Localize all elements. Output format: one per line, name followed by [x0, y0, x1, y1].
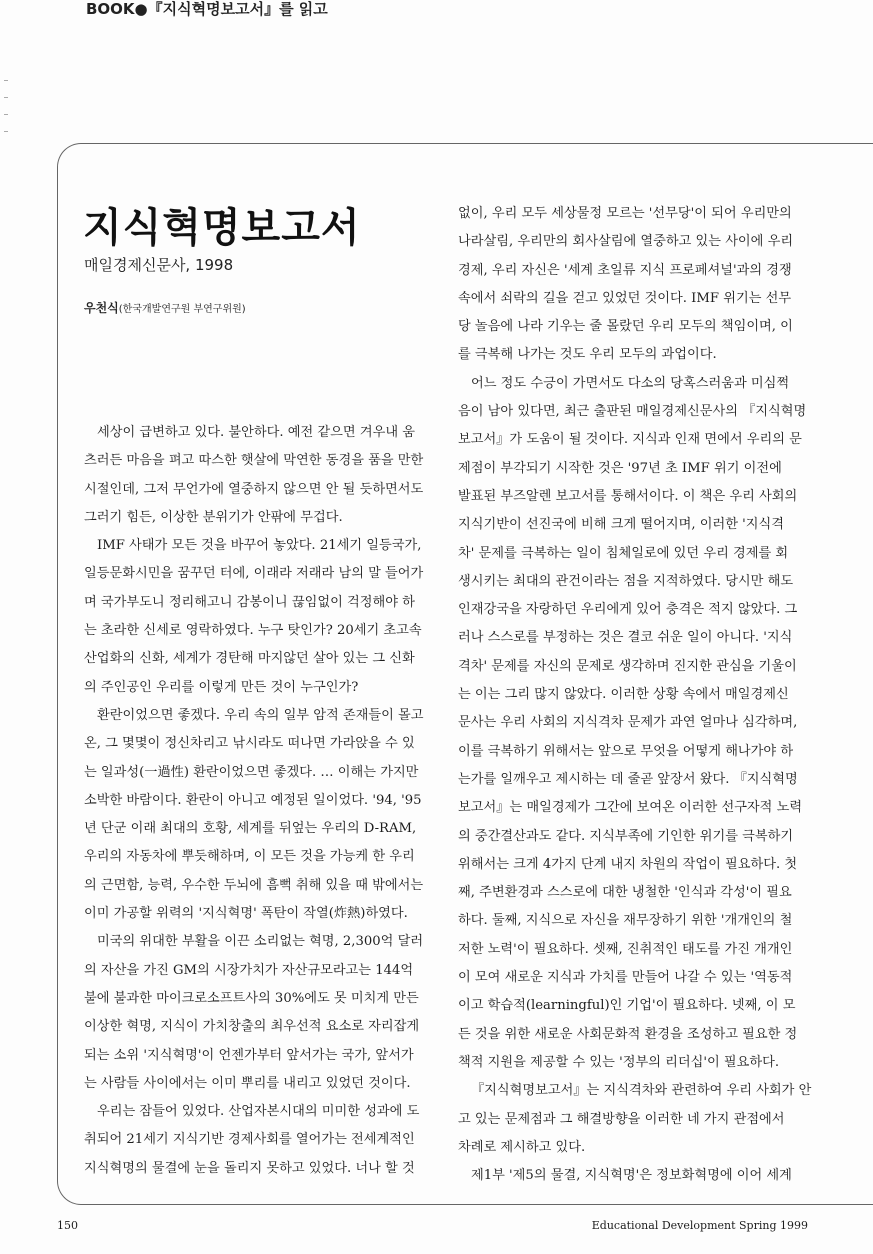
text-line: 불에 불과한 마이크로소프트사의 30%에도 못 미치게 만든 [84, 990, 419, 1006]
text-line: 는 일과성(一過性) 환란이었으면 좋겠다. … 이해는 가지만 [84, 764, 419, 780]
text-line: 취되어 21세기 지식기반 경제사회를 열어가는 전세계적인 [84, 1132, 415, 1148]
author-name: 우천식 [84, 301, 119, 315]
journal-name: Educational Development Spring 1999 [591, 1219, 808, 1232]
text-line: 이고 학습적(learningful)인 기업'이 필요하다. 넷째, 이 모 [458, 998, 796, 1014]
text-line: 지식혁명의 물결에 눈을 돌리지 못하고 있었다. 너나 할 것 [84, 1160, 415, 1176]
text-line: 째, 주변환경과 스스로에 대한 냉철한 '인식과 각성'이 필요 [458, 885, 792, 901]
left-text-column [84, 419, 424, 1183]
text-line: 제1부 '제5의 물결, 지식혁명'은 정보화혁명에 이어 세계 [471, 1168, 792, 1184]
text-line: 위해서는 크게 4가지 단계 내지 차원의 작업이 필요하다. 첫 [458, 856, 798, 872]
text-line: 하다. 둘째, 지식으로 자신을 재무장하기 위한 '개개인의 철 [458, 913, 793, 929]
text-line: 되는 소위 '지식혁명'이 언젠가부터 앞서가는 국가, 앞서가 [84, 1047, 414, 1063]
article-title: 지식혁명보고서 [83, 205, 361, 251]
text-line: 는 초라한 신세로 영락하였다. 누구 탓인가? 20세기 초고속 [84, 623, 422, 639]
text-line: 의 자산을 가진 GM의 시장가치가 자산규모라고는 144억 [84, 962, 414, 978]
text-line: 그러기 힘든, 이상한 분위기가 안팎에 무겁다. [84, 509, 343, 525]
text-line: 이 모여 새로운 지식과 가치를 만들어 나갈 수 있는 '역동적 [458, 970, 793, 986]
text-line: 우리의 자동차에 뿌듯해하며, 이 모든 것을 가능케 한 우리 [84, 849, 415, 865]
text-line: 발표된 부즈알렌 보고서를 통해서이다. 이 책은 우리 사회의 [458, 488, 798, 504]
book-publisher: 매일경제신문사, 1998 [84, 256, 234, 274]
text-line: 일등문화시민을 꿈꾸던 터에, 이래라 저래라 남의 말 들어가 [84, 566, 424, 582]
text-line: 년 단군 이래 최대의 호황, 세계를 뒤엎는 우리의 D-RAM, [84, 821, 417, 837]
text-line: 차례로 제시하고 있다. [458, 1139, 586, 1155]
text-line: 미국의 위대한 부활을 이끈 소리없는 혁명, 2,300억 달러 [97, 934, 424, 950]
text-line: 제점이 부각되기 시작한 것은 '97년 초 IMF 위기 이전에 [458, 460, 782, 476]
text-line: 격차' 문제를 자신의 문제로 생각하며 진지한 관심을 기울이 [458, 658, 797, 674]
text-line: 없이, 우리 모두 세상물정 모르는 '선무당'이 되어 우리만의 [458, 206, 792, 221]
text-line: 이를 극복하기 위해서는 앞으로 무엇을 어떻게 해나가야 하 [458, 743, 794, 759]
page-number: 150 [57, 1219, 78, 1232]
text-line: 는가를 일깨우고 제시하는 데 줄곧 앞장서 왔다. 『지식혁명 [458, 771, 798, 787]
text-line: 『지식혁명보고서』는 지식격차와 관련하여 우리 사회가 안 [471, 1083, 812, 1099]
text-line: 당 놀음에 나라 기우는 줄 몰랐던 우리 모두의 책임이며, 이 [458, 319, 793, 335]
text-line: 며 국가부도니 정리해고니 감봉이니 끊임없이 걱정해야 하 [84, 594, 415, 610]
text-line: 차' 문제를 극복하는 일이 침체일로에 있던 우리 경제를 회 [458, 545, 789, 561]
text-line: 환란이었으면 좋겠다. 우리 속의 일부 암적 존재들이 몰고 [97, 707, 424, 723]
text-line: 경제, 우리 자신은 '세계 초일류 지식 프로페셔널'과의 경쟁 [458, 262, 792, 278]
text-line: 고 있는 문제점과 그 해결방향을 이러한 네 가지 관점에서 [458, 1111, 785, 1127]
text-line: 생시키는 최대의 관건이라는 점을 지적하였다. 당시만 해도 [458, 573, 794, 589]
text-line: 어느 정도 수긍이 가면서도 다소의 당혹스러움과 미심쩍 [471, 375, 790, 391]
text-line: 문사는 우리 사회의 지식격차 문제가 과연 얼마나 심각하며, [458, 715, 798, 731]
text-line: 저한 노력'이 필요하다. 셋째, 진취적인 태도를 가진 개개인 [458, 941, 793, 957]
text-line: 온, 그 몇몇이 정신차리고 낚시라도 떠나면 가라앉을 수 있 [84, 736, 415, 752]
author-line [84, 297, 246, 316]
text-line: 음이 남아 있다면, 최근 출판된 매일경제신문사의 『지식혁명 [458, 404, 807, 420]
text-line: 소박한 바람이다. 환란이 아니고 예정된 일이었다. '94, '95 [84, 792, 422, 808]
text-line: 보고서』가 도움이 될 것이다. 지식과 인재 면에서 우리의 문 [458, 432, 802, 448]
text-line: 속에서 쇠락의 길을 걷고 있었던 것이다. IMF 위기는 선무 [458, 290, 792, 306]
text-line: 인재강국을 자랑하던 우리에게 있어 충격은 적지 않았다. 그 [458, 602, 798, 618]
text-line: 지식기반이 선진국에 비해 크게 떨어지며, 이러한 '지식격 [458, 517, 784, 533]
text-line: 책적 지원을 제공할 수 있는 '정부의 리더십'이 필요하다. [458, 1054, 780, 1070]
text-line: 는 이는 그리 많지 않았다. 이러한 상황 속에서 매일경제신 [458, 687, 789, 703]
author-affiliation: (한국개발연구원 부연구위원) [118, 304, 246, 315]
text-line: 우리는 잠들어 있었다. 산업자본시대의 미미한 성과에 도 [97, 1104, 420, 1120]
text-line: IMF 사태가 모든 것을 바꾸어 놓았다. 21세기 일등국가, [97, 538, 422, 554]
text-line: 를 극복해 나가는 것도 우리 모두의 과업이다. [458, 347, 717, 363]
text-line: 는 사람들 사이에서는 이미 뿌리를 내리고 있었던 것이다. [84, 1075, 411, 1091]
text-line: 츠러든 마음을 펴고 따스한 햇살에 막연한 동경을 품을 만한 [84, 453, 424, 469]
text-line: 이미 가공할 위력의 '지식혁명' 폭탄이 작열(炸熱)하였다. [84, 906, 408, 922]
right-text-column [458, 200, 811, 1190]
text-line: 의 근면함, 능력, 우수한 두뇌에 흠뻑 취해 있을 때 밖에서는 [84, 877, 424, 893]
text-line: 나라살림, 우리만의 회사살림에 열중하고 있는 사이에 우리 [458, 234, 794, 250]
running-header: BOOK●『지식혁명보고서』를 읽고 [86, 0, 328, 18]
text-line: 보고서』는 매일경제가 그간에 보여온 이러한 선구자적 노력 [458, 800, 803, 816]
scan-edge-marks [4, 80, 10, 160]
text-line: 산업화의 신화, 세계가 경탄해 마지않던 살아 있는 그 신화 [84, 651, 415, 667]
text-line: 의 주인공인 우리를 이렇게 만든 것이 누구인가? [84, 679, 359, 695]
text-line: 든 것을 위한 새로운 사회문화적 환경을 조성하고 필요한 정 [458, 1026, 798, 1042]
text-line: 시절인데, 그저 무언가에 열중하지 않으면 안 될 듯하면서도 [84, 481, 424, 497]
text-line: 세상이 급변하고 있다. 불안하다. 예전 같으면 겨우내 움 [97, 425, 415, 440]
text-line: 의 중간결산과도 같다. 지식부족에 기인한 위기를 극복하기 [458, 828, 794, 844]
text-line: 이상한 혁명, 지식이 가치창출의 최우선적 요소로 자리잡게 [84, 1019, 420, 1035]
text-line: 러나 스스로를 부정하는 것은 결코 쉬운 일이 아니다. '지식 [458, 630, 793, 646]
